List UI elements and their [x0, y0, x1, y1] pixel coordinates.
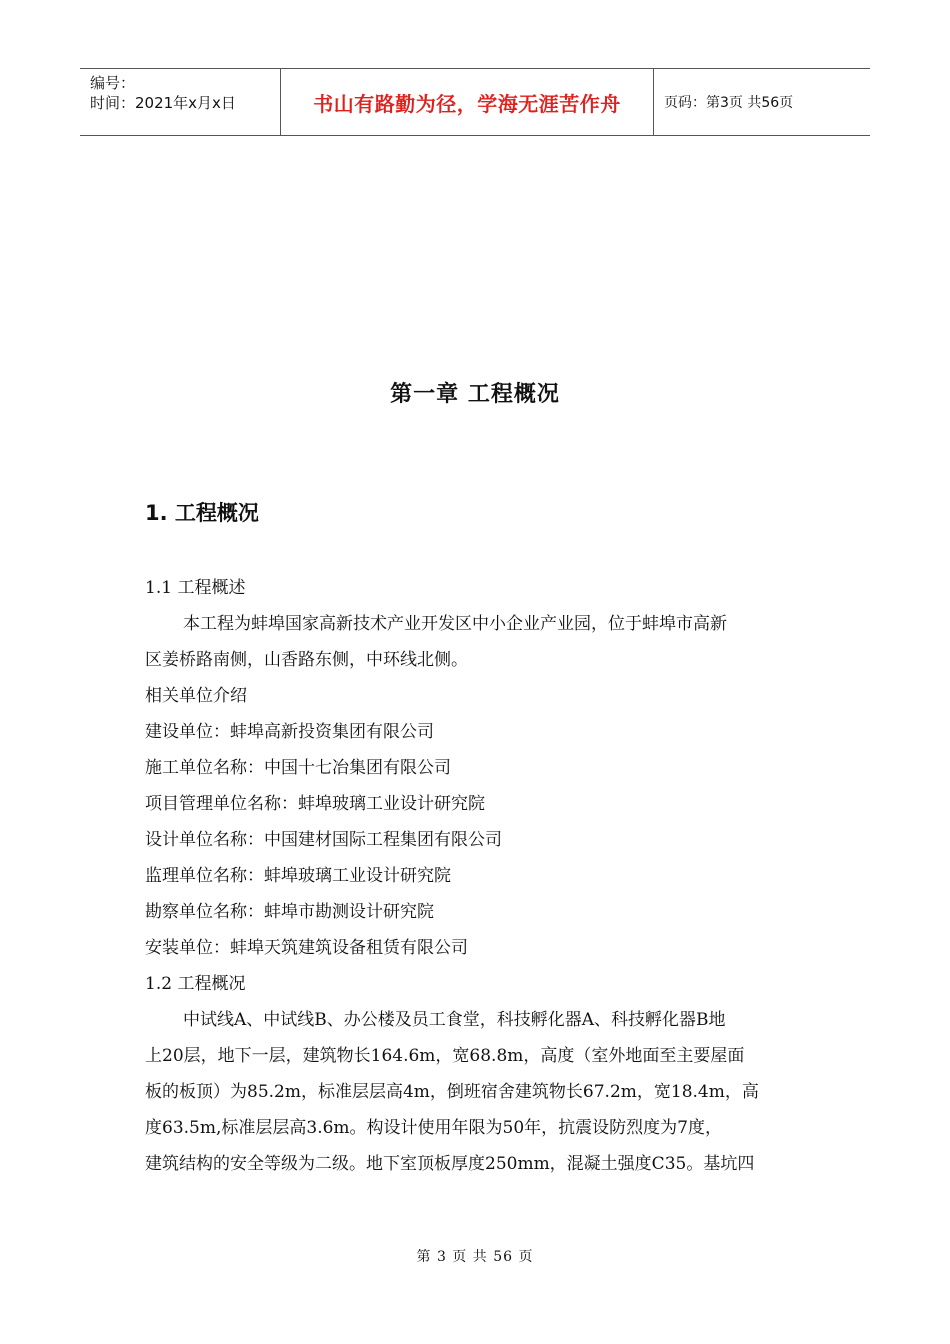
paragraph-line: 安装单位：蚌埠天筑建筑设备租赁有限公司 — [145, 938, 468, 958]
paragraph-line: 区姜桥路南侧，山香路东侧，中环线北侧。 — [145, 650, 468, 670]
paragraph-line: 监理单位名称：蚌埠玻璃工业设计研究院 — [145, 866, 451, 886]
paragraph-line: 建筑结构的安全等级为二级。地下室顶板厚度250mm，混凝土强度C35。基坑四 — [145, 1154, 755, 1174]
subsection-heading: 1.2 工程概况 — [145, 974, 246, 994]
paragraph-line: 设计单位名称：中国建材国际工程集团有限公司 — [145, 830, 502, 850]
section-title: 1. 工程概况 — [145, 501, 259, 525]
number-label: 编号： — [90, 74, 136, 92]
paragraph-line: 上20层，地下一层，建筑物长164.6m，宽68.8m，高度（室外地面至主要屋面 — [145, 1046, 745, 1066]
time-label: 时间：2021年x月x日 — [90, 94, 236, 112]
chapter-title: 第一章 工程概况 — [390, 382, 560, 407]
subsection-heading: 1.1 工程概述 — [145, 578, 246, 598]
header-motto-cell — [280, 69, 654, 135]
paragraph-line: 度63.5m,标准层层高3.6m。构设计使用年限为50年，抗震设防烈度为7度， — [145, 1118, 722, 1138]
paragraph-line: 建设单位：蚌埠高新投资集团有限公司 — [145, 722, 434, 742]
page-footer: 第 3 页 共 56 页 — [416, 1249, 534, 1265]
paragraph-line: 施工单位名称：中国十七冶集团有限公司 — [145, 758, 451, 778]
page-header — [80, 68, 870, 136]
header-page-cell — [654, 69, 870, 135]
paragraph-line: 板的板顶）为85.2m，标准层层高4m，倒班宿舍建筑物长67.2m，宽18.4m，高 — [145, 1082, 759, 1102]
paragraph-line: 中试线A、中试线B、办公楼及员工食堂，科技孵化器A、科技孵化器B地 — [183, 1010, 726, 1030]
header-left-cell — [80, 69, 280, 135]
page-info: 页码：第3页 共56页 — [664, 95, 794, 111]
paragraph-line: 勘察单位名称：蚌埠市勘测设计研究院 — [145, 902, 434, 922]
paragraph-line: 相关单位介绍 — [145, 686, 247, 706]
motto-text: 书山有路勤为径，学海无涯苦作舟 — [313, 91, 621, 116]
paragraph-line: 项目管理单位名称：蚌埠玻璃工业设计研究院 — [145, 794, 485, 814]
body-text — [145, 570, 810, 1182]
paragraph-line: 本工程为蚌埠国家高新技术产业开发区中小企业产业园，位于蚌埠市高新 — [183, 614, 727, 634]
